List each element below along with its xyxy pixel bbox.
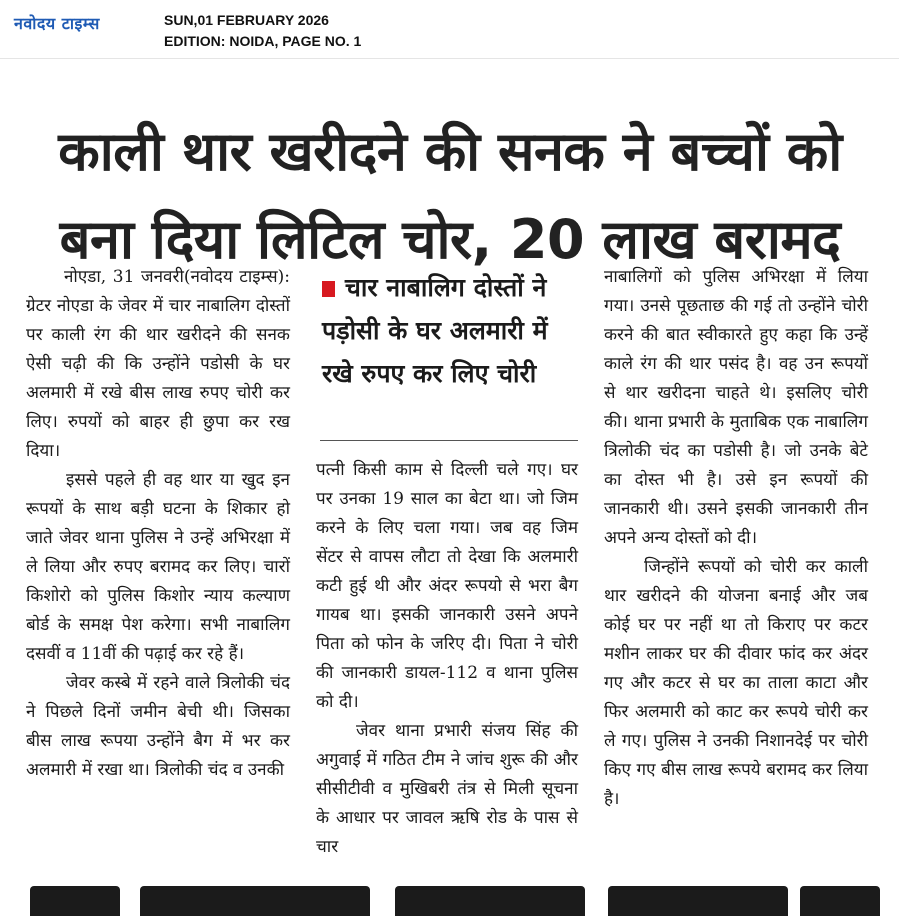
- red-square-bullet-icon: [322, 281, 335, 297]
- headline-line-2: बना दिया लिटिल चोर, 20 लाख बरामद: [59, 208, 841, 271]
- paragraph: नोएडा, 31 जनवरी(नवोदय टाइम्स): ग्रेटर नोएडा के जेवर में चार नाबालिग दोस्तों पर काली रंग की थार खरीदने की सनक ऐसी चढ़ी की कि उन्होंने पडोसी के घर अलमारी में रखे बीस लाख रुपए चोरी कर लिए। रुपयों को बाहर ही छुपा कर रख दिया।: [26, 267, 290, 461]
- cut-glyph: [30, 886, 120, 916]
- paragraph: इससे पहले ही वह थार या खुद इन रूपयों के साथ बड़ी घटना के शिकार हो जाते जेवर थाना पुलिस ने उन्हें अभिरक्षा में ले लिया और रुपए बरामद कर लिए। चारों किशोरो को पुलिस किशोर न्याय कल्याण बोर्ड के समक्ष पेश करेगा। सभी नाबालिग दसवीं व 11वीं की पढ़ाई कर रहे हैं।: [26, 470, 290, 664]
- headline-line-1: काली थार खरीदने की सनक ने बच्चों को: [58, 120, 842, 183]
- previous-article-cutoff: [360, 50, 899, 68]
- divider: [320, 440, 578, 441]
- edition-page: EDITION: NOIDA, PAGE NO. 1: [164, 33, 362, 49]
- article-column-3: [604, 263, 868, 814]
- sub-headline: [322, 266, 578, 395]
- article-column-1: [26, 263, 290, 785]
- article-column-2: [316, 456, 578, 862]
- newspaper-logo[interactable]: नवोदय टाइम्स: [14, 14, 100, 33]
- article-headline: [20, 108, 880, 284]
- cut-glyph: [608, 886, 788, 916]
- cut-glyph: [140, 886, 370, 916]
- cut-glyph: [395, 886, 585, 916]
- paragraph: जिन्होंने रूपयों को चोरी कर काली थार खरीदने की योजना बनाई और जब कोई घर पर नहीं था तो किराए पर कटर मशीन लाकर घर की दीवार फांद कर अंदर गए और कटर से घर का ताला काटा और फिर अलमारी को काट कर रूपये चोरी कर ले गए। पुलिस ने उनकी निशानदेई पर चोरी किए गए बीस लाख रूपये बरामद कर लिया है।: [604, 557, 868, 809]
- issue-date: SUN,01 FEBRUARY 2026: [164, 12, 329, 28]
- edition-info: [164, 10, 361, 52]
- next-headline-cutoff: [0, 880, 899, 919]
- cut-glyph: [800, 886, 880, 916]
- sub-headline-text: चार नाबालिग दोस्तों ने पड़ोसी के घर अलमारी में रखे रुपए कर लिए चोरी: [322, 273, 548, 388]
- adjacent-article-cutoff: [884, 90, 899, 870]
- paragraph: नाबालिगों को पुलिस अभिरक्षा में लिया गया। उनसे पूछताछ की गई तो उन्होंने चोरी करने की बात स्वीकारते हुए कहा कि उन्हें काले रंग की थार पसंद है। वह उन रूपयों से थार खरीदना चाहते थे। इसलिए चोरी की। थाना प्रभारी के मुताबिक एक नाबालिग त्रिलोकी चंद का पडोसी है। जो उनके बेटे का दोस्त भी है। उसे इन रूपयों की जानकारी थी। उसने इसकी जानकारी तीन अपने अन्य दोस्तों को दी।: [604, 267, 868, 548]
- paragraph: पत्नी किसी काम से दिल्ली चले गए। घर पर उनका 19 साल का बेटा था। जो जिम करने के लिए चला गया। जब वह जिम सेंटर से वापस लौटा तो देखा कि अलमारी कटी हुई थी और अंदर रूपयो से भरा बैग गायब था। इसकी जानकारी उसने अपने पिता को फोन के जरिए दी। पिता ने चोरी की जानकारी डायल-112 व थाना पुलिस को दी।: [316, 460, 578, 712]
- paragraph: जेवर थाना प्रभारी संजय सिंह की अगुवाई में गठित टीम ने जांच शुरू की और सीसीटीवी व मुखिबरी तंत्र से मिली सूचना के आधार पर जावल ऋषि रोड के पास से चार: [316, 721, 578, 857]
- paragraph: जेवर कस्बे में रहने वाले त्रिलोकी चंद ने पिछले दिनों जमीन बेची थी। जिसका बीस लाख रूपया उन्होंने बैग में भर कर अलमारी में रखा था। त्रिलोकी चंद व उनकी: [26, 673, 290, 780]
